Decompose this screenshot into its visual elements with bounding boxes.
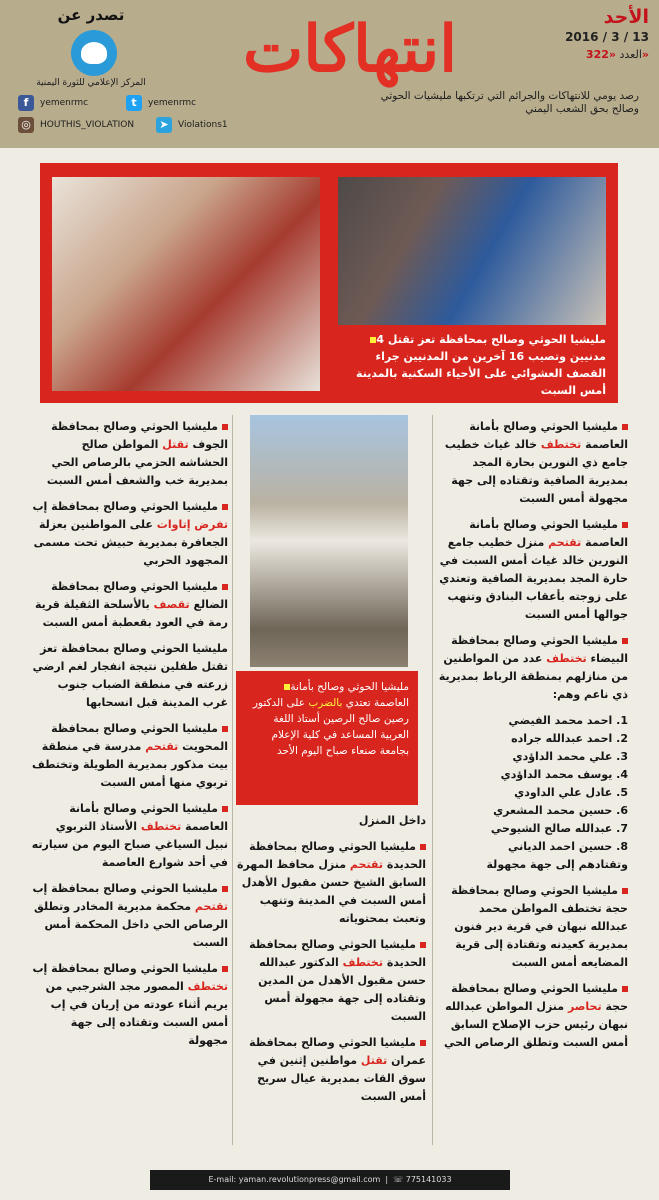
list-item: 4. يوسف محمد الداؤدي <box>500 768 628 781</box>
issue-number <box>529 48 649 61</box>
facebook-handle[interactable]: yemenrmc <box>40 98 89 108</box>
professor-photo <box>250 415 408 667</box>
news-item: مليشيا الحوثي وصالح بمحافظة حجة تحاصر منزل المواطن عبدالله نبهان رئيس حزب الإصلاح السابق أمس السبت وتطلق الرصاص الحي <box>443 982 628 1049</box>
news-item: مليشيا الحوثي وصالح بمحافظة الحديدة تقتحم منزل محافظ المهرة السابق الشيخ حسن مقبول الأهدل أمس السبت في المدينة وتنهب وتعبث بمحتوياته <box>236 840 426 925</box>
injured-man-photo <box>52 177 320 391</box>
facebook-icon[interactable]: f <box>18 95 34 111</box>
list-item: 1. احمد محمد الفيضي <box>508 714 628 727</box>
list-item: 6. حسين محمد المشعري <box>493 804 628 817</box>
issue-number-value: «322» <box>585 48 649 61</box>
telegram-handle[interactable]: Violations1 <box>178 120 228 130</box>
footer-phone[interactable]: 775141033 <box>405 1175 452 1184</box>
day-name: الأحد <box>603 6 649 28</box>
news-item: مليشيا الحوثي وصالح بمحافظة المحويت تقتحم مدرسة في منطقة بيت مذكور بمديرية الطويلة وتختطف تربوي منها أمس السبت <box>31 722 228 789</box>
top-caption: مليشيا الحوثي وصالح بمحافظة تعز تقتل 4 مدنيين وتصيب 16 آخرين من المدنيين جراء القصف العشوائي على الأحياء السكنية بالمدينة أمس السبت <box>356 333 606 397</box>
news-item: مليشيا الحوثي وصالح بمحافظة حجة تختطف المواطن محمد عبدالله نبهان في قرية دير فنون بمديرية كعيدنه وتقتادة إلى قرية المضايعه أمس السبت <box>451 884 628 969</box>
masthead-header <box>0 0 659 148</box>
news-item: مليشيا الحوثي وصالح بمحافظة الحديدة تختطف الدكتور عبدالله حسن مقبول الأهدل من المدين وتقتاده إلى جهة مجهولة أمس السبت <box>249 938 426 1023</box>
mid-lead: داخل المنزل <box>358 814 426 827</box>
news-item: مليشيا الحوثي وصالح بمحافظة عمران تقتل مواطنين إثنين في سوق القات بمديرية عيال سريح أمس السبت <box>249 1036 426 1103</box>
telegram-icon[interactable]: ➤ <box>156 117 172 133</box>
news-item: مليشيا الحوثي وصالح بمحافظة الجوف تقتل المواطن صالح الحشاشه الحزمي بالرصاص الحي بمديرية خب والشعف أمس السبت <box>46 420 228 487</box>
issued-by-label: تصدر عن <box>57 6 125 24</box>
names-tail: وتقتادهم إلى جهة مجهولة <box>486 858 628 871</box>
tagline-line2: وصالح بحق الشعب اليمني <box>525 103 639 115</box>
news-item: مليشيا الحوثي وصالح بمحافظة إب تقتحم محكمة مديرية المخادر وتطلق الرصاص الحي داخل المحكمة أمس السبت <box>32 882 228 949</box>
list-item: 8. حسين احمد الدياني <box>507 840 628 853</box>
top-photo-band <box>40 163 618 403</box>
list-item: 7. عبدالله صالح الشيوحي <box>490 822 628 835</box>
twitter-handle[interactable]: yemenrmc <box>148 98 197 108</box>
publisher-logo-icon <box>71 30 117 76</box>
middle-column <box>236 812 426 1114</box>
footer-contact: E-mail: yaman.revolutionpress@gmail.com | ☏ 775141033 <box>150 1170 510 1190</box>
issue-info <box>529 6 649 61</box>
news-item: مليشيا الحوثي وصالح بمحافظة البيضاء تختطف عدد من المواطنين من منازلهم بمنطقة الرباط بمديرية ذي ناعم وهم: <box>438 634 628 701</box>
right-column <box>438 418 628 1060</box>
masthead-title: انتهاكات <box>242 12 458 87</box>
column-divider <box>432 415 433 1145</box>
tagline <box>209 90 639 116</box>
news-item: مليشيا الحوثي وصالح بأمانة العاصمة تقتحم منزل خطيب جامع النورين خالد غياث أمس السبت في حارة المجد بمديرية الصافية وتعتدي على زوجته بأعقاب البنادق وتنهب جوالها أمس السبت <box>439 518 628 621</box>
issue-date: 2016 / 3 / 13 <box>565 30 649 44</box>
column-divider <box>232 415 233 1145</box>
instagram-handle[interactable]: HOUTHIS_VIOLATION <box>40 120 135 130</box>
injured-child-photo <box>338 177 606 325</box>
phone-icon: ☏ <box>393 1175 404 1184</box>
news-item: مليشيا الحوثي وصالح بمحافظة الضالع تقصف بالأسلحة الثقيلة قرية رمة في العود بقعطبة أمس السبت <box>34 580 228 629</box>
list-item: 2. احمد عبدالله جراده <box>511 732 628 745</box>
footer-email[interactable]: E-mail: yaman.revolutionpress@gmail.com <box>208 1175 381 1184</box>
abducted-names-list <box>438 712 628 856</box>
news-item: مليشيا الحوثي وصالح بمحافظة إب تختطف المصور مجد الشرجبي من يريم أثناء عودته من إريان في إب أمس السبت وتقتاده إلى جهة مجهولة <box>32 962 228 1047</box>
publisher-name: المركز الإعلامي للثورة اليمنية <box>36 78 146 88</box>
professor-caption-box: مليشيا الحوثي وصالح بأمانة العاصمة تعتدي بالضرب على الدكتور رصين صالح الرصين أستاذ اللغة العربية المساعد في كلية الإعلام بجامعة صنعاء صباح اليوم الأحد <box>236 671 418 805</box>
twitter-icon[interactable]: t <box>126 95 142 111</box>
instagram-icon[interactable]: ◎ <box>18 117 34 133</box>
social-links <box>18 92 258 142</box>
news-item: مليشيا الحوثي وصالح بمحافظة إب تفرض إتاوات على المواطنين بعزلة الجعافرة بمديرية حبيش تحت مسمى المجهود الحربي <box>32 500 228 567</box>
list-item: 3. علي محمد الداؤدي <box>512 750 628 763</box>
news-item: مليشيا الحوثي وصالح بمحافظة تعز تقتل طفلين نتيجة انفجار لغم ارضي زرعته في منطقة الضباب جنوب غرب المدينة قبل انسحابها <box>32 642 228 709</box>
issue-label: العدد <box>619 48 642 61</box>
tagline-line1: رصد يومي للانتهاكات والجرائم التي ترتكبها مليشيات الحوثي <box>380 90 639 102</box>
news-item: مليشيا الحوثي وصالح بأمانة العاصمة تختطف الأستاذ التربوي نبيل السياغي صباح اليوم من سيارته في أحد شوارع العاصمة <box>31 802 228 869</box>
news-item: مليشيا الحوثي وصالح بأمانة العاصمة تختطف خالد غياث خطيب جامع ذي النورين بحارة المجد بمديرية الصافية وتقتاده إلى جهة مجهولة أمس السبت <box>444 420 628 505</box>
left-column <box>30 418 228 1058</box>
list-item: 5. عادل علي الداودي <box>514 786 628 799</box>
